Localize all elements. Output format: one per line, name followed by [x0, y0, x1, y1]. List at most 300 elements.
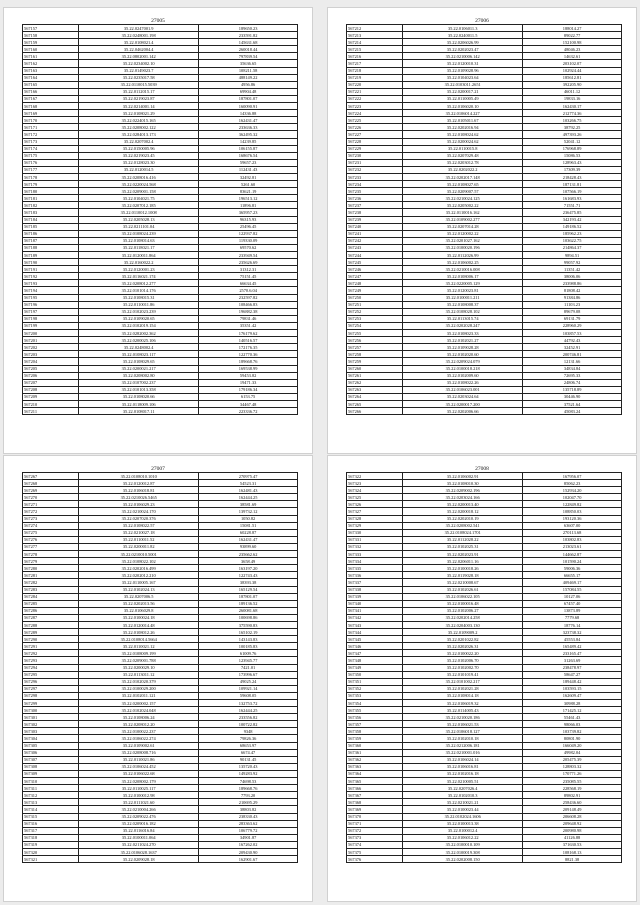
cadastral-number-cell: 35.22.0210026.5465 — [79, 494, 199, 501]
value-cell: 145631.68 — [199, 39, 298, 46]
value-cell: 35351.42 — [199, 322, 298, 329]
cadastral-number-cell: 35.22.0120012.87 — [79, 480, 199, 487]
value-cell: 38803.82 — [199, 806, 298, 813]
document-page — [328, 456, 636, 901]
table-row — [347, 223, 622, 230]
cadastral-number-cell: 35.22.0202017.148 — [403, 173, 523, 180]
value-cell: 69904.48 — [199, 88, 298, 95]
row-id-cell: 567364 — [347, 770, 403, 777]
cadastral-number-cell: 35.22.0100024.18 — [79, 614, 199, 621]
page-title: 27005 — [151, 18, 165, 24]
value-cell: 59608.05 — [199, 692, 298, 699]
table-row — [23, 579, 298, 586]
value-cell: 35636.65 — [199, 60, 298, 67]
cadastral-number-cell: 35.22.0102010.18 — [403, 735, 523, 742]
table-row — [23, 25, 298, 32]
value-cell: 228568.19 — [523, 785, 622, 792]
cadastral-number-cell: 35.22.0100016.48 — [403, 600, 523, 607]
value-cell: 37521.64 — [523, 400, 622, 407]
table-row — [23, 806, 298, 813]
row-id-cell: 567174 — [23, 145, 79, 152]
cadastral-number-cell: 35.22.0108006.17 — [403, 273, 523, 280]
table-row — [347, 166, 622, 173]
value-cell: 119330.09 — [199, 237, 298, 244]
row-id-cell: 567229 — [347, 145, 403, 152]
row-id-cell: 567348 — [347, 657, 403, 664]
value-cell: 38792.25 — [523, 124, 622, 131]
row-id-cell: 567161 — [23, 53, 79, 60]
table-row — [347, 685, 622, 692]
cadastral-number-cell: 35.22.0214001.14 — [79, 103, 199, 110]
row-id-cell: 567169 — [23, 110, 79, 117]
value-cell: 166049.20 — [523, 742, 622, 749]
value-cell: 165129.54 — [199, 586, 298, 593]
row-id-cell: 567198 — [23, 315, 79, 322]
row-id-cell: 567175 — [23, 152, 79, 159]
value-cell: 189448.42 — [523, 678, 622, 685]
row-id-cell: 567180 — [23, 188, 79, 195]
cadastral-number-cell: 35.22.0108022.57 — [79, 522, 199, 529]
value-cell: 122770.36 — [199, 351, 298, 358]
value-cell: 185612.81 — [523, 74, 622, 81]
value-cell: 3658.49 — [199, 558, 298, 565]
table-row — [23, 664, 298, 671]
value-cell: 162901.67 — [199, 856, 298, 863]
table-row — [347, 856, 622, 863]
row-id-cell: 567295 — [23, 671, 79, 678]
table-row — [23, 358, 298, 365]
table-row — [347, 103, 622, 110]
cadastral-number-cell: 35.22.0100013.38 — [403, 820, 523, 827]
row-id-cell: 567178 — [23, 173, 79, 180]
table-row — [23, 188, 298, 195]
row-id-cell: 567365 — [347, 778, 403, 785]
value-cell: 233988.86 — [523, 280, 622, 287]
row-id-cell: 567254 — [347, 322, 403, 329]
value-cell: 168676.54 — [199, 152, 298, 159]
row-id-cell: 567274 — [23, 522, 79, 529]
row-id-cell: 567304 — [23, 735, 79, 742]
table-row — [347, 487, 622, 494]
row-id-cell: 567195 — [23, 294, 79, 301]
value-cell: 238478.97 — [523, 664, 622, 671]
cadastral-number-cell: 35.22.0208016.416 — [79, 173, 199, 180]
table-row — [347, 593, 622, 600]
value-cell: 80801.90 — [523, 735, 622, 742]
table-row — [23, 152, 298, 159]
cadastral-number-cell: 35.22.0210008.67 — [403, 579, 523, 586]
table-row — [23, 308, 298, 315]
table-row — [23, 621, 298, 628]
row-id-cell: 567185 — [23, 223, 79, 230]
value-cell: 236475.85 — [523, 209, 622, 216]
value-cell: 91384.86 — [523, 294, 622, 301]
table-row — [347, 95, 622, 102]
table-row — [23, 273, 298, 280]
cadastral-number-cell: 35.22.0106016.81 — [403, 763, 523, 770]
row-id-cell: 567322 — [347, 473, 403, 480]
table-row — [347, 330, 622, 337]
cadastral-number-cell: 35.22.0202012.210 — [79, 572, 199, 579]
row-id-cell: 567230 — [347, 152, 403, 159]
value-cell: 160090.91 — [199, 103, 298, 110]
row-id-cell: 567269 — [23, 487, 79, 494]
table-row — [347, 67, 622, 74]
row-id-cell: 567223 — [347, 103, 403, 110]
value-cell: 2570.6.04 — [199, 287, 298, 294]
page-title: 27006 — [475, 18, 489, 24]
table-row — [23, 522, 298, 529]
table-row — [23, 650, 298, 657]
row-id-cell: 567211 — [23, 408, 79, 415]
row-id-cell: 567263 — [347, 386, 403, 393]
table-row — [347, 393, 622, 400]
value-cell: 25496.45 — [199, 223, 298, 230]
value-cell: 162444.25 — [199, 707, 298, 714]
cadastral-number-cell: 35.22.0106019.32 — [403, 700, 523, 707]
table-row — [347, 159, 622, 166]
value-cell: 189136.52 — [199, 600, 298, 607]
table-row — [23, 173, 298, 180]
value-cell: 152100.98 — [523, 39, 622, 46]
value-cell: 149283.92 — [199, 770, 298, 777]
table-row — [347, 494, 622, 501]
cadastral-number-cell: 35.22.0110012.1008 — [79, 209, 199, 216]
cadastral-number-cell: 35.22.0108022.102 — [79, 558, 199, 565]
value-cell: 59453.82 — [199, 372, 298, 379]
row-id-cell: 567360 — [347, 742, 403, 749]
value-cell: 165102.19 — [199, 629, 298, 636]
table-row — [23, 60, 298, 67]
cadastral-number-cell: 35.22.0104023.64 — [403, 74, 523, 81]
row-id-cell: 567291 — [23, 643, 79, 650]
row-id-cell: 567320 — [23, 848, 79, 855]
cadastral-number-cell: 35.22.0106012.22 — [403, 834, 523, 841]
row-id-cell: 567299 — [23, 700, 79, 707]
row-id-cell: 567166 — [23, 88, 79, 95]
cadastral-number-cell: 35.22.0202013.56 — [79, 600, 199, 607]
value-cell: 55461.43 — [523, 714, 622, 721]
table-row — [347, 379, 622, 386]
table-row — [347, 287, 622, 294]
table-row — [23, 159, 298, 166]
cadastral-number-cell: 35.22.0207002.4 — [79, 138, 199, 145]
cadastral-number-cell: 35.22.0100018.26 — [403, 565, 523, 572]
row-id-cell: 567215 — [347, 46, 403, 53]
table-row — [347, 749, 622, 756]
row-id-cell: 567353 — [347, 692, 403, 699]
table-row — [23, 344, 298, 351]
value-cell: 167262.02 — [199, 841, 298, 848]
cadastral-number-cell: 35.22.0118009.106 — [79, 400, 199, 407]
table-row — [347, 152, 622, 159]
value-cell: 161683.93 — [523, 195, 622, 202]
row-id-cell: 567244 — [347, 252, 403, 259]
cadastral-number-cell: 35.22.0120014.48 — [79, 621, 199, 628]
value-cell: 135718.89 — [523, 386, 622, 393]
cadastral-number-cell: 35.22.0107002.237 — [79, 379, 199, 386]
value-cell: 196882.38 — [199, 308, 298, 315]
table-row — [347, 365, 622, 372]
cadastral-number-cell: 35.22.0100022.237 — [79, 728, 199, 735]
cadastral-number-cell: 35.22.0203024.166 — [403, 494, 523, 501]
table-row — [347, 721, 622, 728]
value-cell: 235085.55 — [523, 778, 622, 785]
table-row — [347, 813, 622, 820]
cadastral-number-cell: 35.22.0284013.173 — [79, 131, 199, 138]
cadastral-number-cell: 35.22.0100011.064 — [79, 834, 199, 841]
row-id-cell: 567339 — [347, 593, 403, 600]
value-cell: 31312.31 — [199, 266, 298, 273]
row-id-cell: 567237 — [347, 202, 403, 209]
cadastral-number-cell: 35.22.0248001.198 — [79, 32, 199, 39]
table-row — [23, 749, 298, 756]
table-row — [23, 770, 298, 777]
value-cell: 122743.43 — [199, 572, 298, 579]
value-cell: 103593.15 — [523, 685, 622, 692]
table-row — [23, 138, 298, 145]
cadastral-number-cell: 35.22.0110005.49 — [403, 95, 523, 102]
cadastral-number-cell: 35.22.0108021.29 — [79, 110, 199, 117]
row-id-cell: 567197 — [23, 308, 79, 315]
row-id-cell: 567318 — [23, 834, 79, 841]
row-id-cell: 567294 — [23, 664, 79, 671]
cadastral-number-cell: 35.22.0100022.20 — [403, 650, 523, 657]
row-id-cell: 567260 — [347, 365, 403, 372]
row-id-cell: 567217 — [347, 60, 403, 67]
value-cell: 362495.32 — [199, 131, 298, 138]
cadastral-number-cell: 35.22.0102021.28 — [403, 685, 523, 692]
row-id-cell: 567265 — [347, 400, 403, 407]
value-cell: 72695.33 — [523, 372, 622, 379]
row-id-cell: 567241 — [347, 230, 403, 237]
table-row — [23, 529, 298, 536]
row-id-cell: 567290 — [23, 636, 79, 643]
value-cell: 71551.71 — [523, 202, 622, 209]
row-id-cell: 567329 — [347, 522, 403, 529]
value-cell: 233165.47 — [523, 650, 622, 657]
cadastral-number-cell: 35.22.0109009.2 — [403, 629, 523, 636]
table-row — [347, 230, 622, 237]
value-cell: 11896.81 — [199, 202, 298, 209]
cadastral-number-cell: 35.22.0128023.30 — [79, 159, 199, 166]
row-id-cell: 567343 — [347, 621, 403, 628]
cadastral-number-cell: 35.22.0210024.125 — [403, 195, 523, 202]
row-id-cell: 567249 — [347, 287, 403, 294]
table-row — [23, 501, 298, 508]
table-row — [23, 230, 298, 237]
value-cell: 7421.01 — [199, 664, 298, 671]
row-id-cell: 567181 — [23, 195, 79, 202]
table-row — [347, 714, 622, 721]
row-id-cell: 567273 — [23, 515, 79, 522]
cadastral-number-cell: 35.22.0116021.174 — [79, 273, 199, 280]
value-cell: 34901.87 — [199, 834, 298, 841]
table-row — [347, 138, 622, 145]
row-id-cell: 567345 — [347, 636, 403, 643]
row-id-cell: 567303 — [23, 728, 79, 735]
table-row — [23, 827, 298, 834]
cadastral-number-cell: 35.22.0209022.476 — [79, 813, 199, 820]
table-row — [23, 223, 298, 230]
table-row — [347, 629, 622, 636]
value-cell: 31263.69 — [523, 657, 622, 664]
cadastral-number-cell: 35.22.0106002.91 — [403, 473, 523, 480]
value-cell: 24806.74 — [523, 379, 622, 386]
row-id-cell: 567315 — [23, 813, 79, 820]
value-cell: 44792.43 — [523, 337, 622, 344]
table-row — [23, 480, 298, 487]
row-id-cell: 567200 — [23, 330, 79, 337]
cadastral-number-cell: 35.22.0101013.358 — [79, 386, 199, 393]
row-id-cell: 567259 — [347, 358, 403, 365]
row-id-cell: 567287 — [23, 614, 79, 621]
cadastral-number-cell: 35.22.0200029.10 — [79, 664, 199, 671]
row-id-cell: 567368 — [347, 799, 403, 806]
cadastral-number-cell: 35.22.0200017.21 — [403, 88, 523, 95]
value-cell: 206608.28 — [523, 813, 622, 820]
table-row — [23, 607, 298, 614]
value-cell: 9348 — [199, 728, 298, 735]
value-cell: 132753.72 — [199, 700, 298, 707]
cadastral-number-cell: 35.22.0201027.162 — [403, 237, 523, 244]
data-table — [346, 472, 622, 863]
value-cell: 100722.82 — [199, 721, 298, 728]
value-cell: 34467.48 — [199, 400, 298, 407]
value-cell: 15086.53 — [523, 152, 622, 159]
row-id-cell: 567220 — [347, 81, 403, 88]
value-cell: 162444.25 — [199, 494, 298, 501]
table-row — [347, 294, 622, 301]
cadastral-number-cell: 35.22.0210006.142 — [403, 53, 523, 60]
row-id-cell: 567374 — [347, 841, 403, 848]
row-id-cell: 567205 — [23, 365, 79, 372]
value-cell: 233949.54 — [199, 252, 298, 259]
row-id-cell: 567313 — [23, 799, 79, 806]
table-row — [23, 166, 298, 173]
cadastral-number-cell: 35.22.0102023.239 — [79, 308, 199, 315]
row-id-cell: 567179 — [23, 181, 79, 188]
table-row — [23, 614, 298, 621]
cadastral-number-cell: 35.22.0104021.75 — [79, 195, 199, 202]
row-id-cell: 567202 — [23, 344, 79, 351]
table-row — [23, 393, 298, 400]
table-row — [23, 565, 298, 572]
cadastral-number-cell: 35.22.0207014.28 — [403, 223, 523, 230]
value-cell: 8821.38 — [523, 856, 622, 863]
value-cell: 103857.53 — [523, 330, 622, 337]
cadastral-number-cell: 35.22.0209024.079 — [403, 358, 523, 365]
table-row — [347, 650, 622, 657]
row-id-cell: 567239 — [347, 216, 403, 223]
cadastral-number-cell: 35.22.0209001.158 — [79, 188, 199, 195]
cadastral-number-cell: 35.22.0210010.5001 — [79, 551, 199, 558]
row-id-cell: 567228 — [347, 138, 403, 145]
table-row — [347, 508, 622, 515]
value-cell: 109921.14 — [199, 685, 298, 692]
row-id-cell: 567253 — [347, 315, 403, 322]
table-row — [347, 344, 622, 351]
table-row — [347, 53, 622, 60]
cadastral-number-cell: 35.22.0102020.60 — [403, 351, 523, 358]
cadastral-number-cell: 35.22.0101019.41 — [403, 671, 523, 678]
cadastral-number-cell: 35.22.0106011.3 — [403, 25, 523, 32]
cadastral-number-cell: 35.22.0110015.5039 — [79, 81, 199, 88]
cadastral-number-cell: 35.22.0102011.121 — [79, 692, 199, 699]
table-row — [347, 301, 622, 308]
table-row — [23, 379, 298, 386]
table-row — [23, 46, 298, 53]
value-cell: 14336.88 — [199, 110, 298, 117]
table-row — [347, 586, 622, 593]
table-row — [23, 124, 298, 131]
value-cell: 34834.84 — [523, 365, 622, 372]
cadastral-number-cell: 35.22.0210020.186 — [403, 714, 523, 721]
cadastral-number-cell: 35.22.0109028.96 — [403, 67, 523, 74]
row-id-cell: 567330 — [347, 529, 403, 536]
cadastral-number-cell: 35.22.0112026.99 — [403, 252, 523, 259]
value-cell: 98066.03 — [523, 721, 622, 728]
row-id-cell: 567242 — [347, 237, 403, 244]
row-id-cell: 567342 — [347, 614, 403, 621]
table-row — [347, 515, 622, 522]
row-id-cell: 567288 — [23, 621, 79, 628]
row-id-cell: 567213 — [347, 32, 403, 39]
row-id-cell: 567358 — [347, 728, 403, 735]
cadastral-number-cell: 35.22.0108023.117 — [79, 351, 199, 358]
cadastral-number-cell: 35.22.0109020.65 — [79, 315, 199, 322]
row-id-cell: 567238 — [347, 209, 403, 216]
cadastral-number-cell: 35.22.0106022.68 — [79, 770, 199, 777]
cadastral-number-cell: 35.22.0108012.26 — [79, 629, 199, 636]
cadastral-number-cell: 35.22.0110011.52 — [79, 536, 199, 543]
row-id-cell: 567333 — [347, 551, 403, 558]
table-row — [23, 487, 298, 494]
cadastral-number-cell: 35.22.0108028.102 — [403, 308, 523, 315]
table-row — [347, 202, 622, 209]
cadastral-number-cell: 35.22.0150005.96 — [79, 145, 199, 152]
table-row — [347, 131, 622, 138]
table-row — [23, 756, 298, 763]
row-id-cell: 567371 — [347, 820, 403, 827]
row-id-cell: 567203 — [23, 351, 79, 358]
cadastral-number-cell: 35.22.0109002.61 — [79, 742, 199, 749]
value-cell: 102924.44 — [523, 67, 622, 74]
cadastral-number-cell: 35.22.0106014.227 — [403, 110, 523, 117]
cadastral-number-cell: 35.22.0110015.8 — [403, 145, 523, 152]
value-cell: 149186.52 — [523, 223, 622, 230]
cadastral-number-cell: 35.22.0108008.37 — [403, 301, 523, 308]
cadastral-number-cell: 35.22.0102021.27 — [403, 337, 523, 344]
value-cell: 5261.60 — [199, 181, 298, 188]
cadastral-number-cell: 35.22.0202008.150 — [403, 856, 523, 863]
row-id-cell: 567349 — [347, 664, 403, 671]
row-id-cell: 567189 — [23, 252, 79, 259]
cadastral-number-cell: 35.22.0202022.2 — [403, 166, 523, 173]
row-id-cell: 567317 — [23, 827, 79, 834]
table-row — [23, 742, 298, 749]
cadastral-number-cell: 35.22.0108015.31 — [79, 294, 199, 301]
table-row — [23, 657, 298, 664]
row-id-cell: 567280 — [23, 565, 79, 572]
table-row — [347, 636, 622, 643]
row-id-cell: 567307 — [23, 756, 79, 763]
row-id-cell: 567283 — [23, 586, 79, 593]
value-cell: 488149.22 — [199, 74, 298, 81]
cadastral-number-cell: 35.22.0106021.53 — [403, 721, 523, 728]
value-cell: 169538.99 — [199, 365, 298, 372]
cadastral-number-cell: 35.22.0102006.70 — [403, 657, 523, 664]
